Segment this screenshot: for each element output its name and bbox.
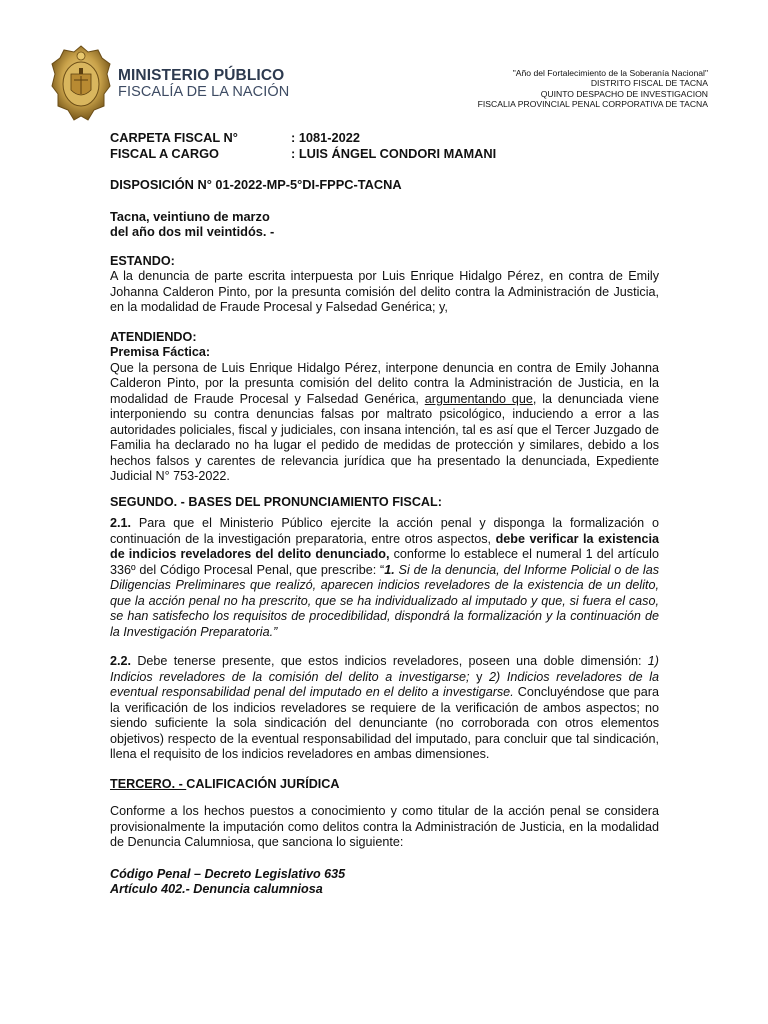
estando-text: A la denuncia de parte escrita interpuesta por Luis Enrique Hidalgo Pérez, en contra de Emily Johanna Calderon Pinto, por la presunta comisión del delito contra la Administración de Justicia, en la modalidad de Fraude Procesal y Falsedad Genérica; y, [110,269,659,314]
date-line-2: del año dos mil veintidós. - [110,224,275,239]
case-file-value: : 1081-2022 [291,130,361,145]
tercero-heading-rest: CALIFICACIÓN JURÍDICA [186,776,340,791]
premisa-underlined: argumentando que [424,391,533,406]
code-line-2 [110,882,659,898]
paragraph-2-2 [110,654,659,763]
segundo-heading: SEGUNDO. - BASES DEL PRONUNCIAMIENTO FISCAL: [110,494,442,509]
org-name-line-1: MINISTERIO PÚBLICO [118,67,285,84]
disposition-number: DISPOSICIÓN N° 01-2022-MP-5°DI-FPPC-TACNA [110,177,402,192]
case-file-row [110,130,659,146]
code-line-1 [110,867,659,883]
p21-bold: debe verificar la existencia de indicios reveladores del delito denunciado, [110,531,659,561]
letterhead [50,44,708,124]
org-name-line-2: FISCALÍA DE LA NACIÓN [118,84,290,100]
premisa-text-b: , la denunciada viene interponiendo su contra denuncias falsas por maltrato psicológico, induciendo a error a las autoridades policiales, fiscal y judiciales, con insana intención, tal es así que el Tercer Juzgado de Familia ha declarado no ha lugar el pedido de medidas de protección y similares, debido a los hechos falsos y carentes de relevancia jurídica que ha presentado la denunciada, Expediente Judicial N° 753-2022. [110,391,659,483]
premisa-subheading: Premisa Fáctica: [110,345,211,359]
premisa-text [110,361,659,485]
prosecutor-value: : LUIS ÁNGEL CONDORI MAMANI [291,145,497,161]
estando-heading: ESTANDO: [110,253,175,268]
tercero-text: Conforme a los hechos puestos a conocimiento y como titular de la acción penal se considera provisionalmente la imputación como delitos contra la Administración de Justicia, en la modalidad de Denuncia Calumniosa, que sanciona lo siguiente: [110,804,659,849]
header-right-block [478,68,708,109]
atendiendo-heading: ATENDIENDO: [110,329,197,344]
p21-text-b: conforme lo establece el numeral 1 del artículo 336º del Código Procesal Penal, que prescribe: “ [110,547,659,577]
prosecutor-row [110,146,659,162]
p21-number: 2.1. [110,516,132,530]
prosecutor-label: FISCAL A CARGO [110,145,220,161]
paragraph-2-1 [110,516,659,640]
premisa-text-a: Que la persona de Luis Enrique Hidalgo Pérez, interpone denuncia en contra de Emily Johanna Calderon Pinto, por la presunta comisión del delito contra la Administración de Justicia, en la modalidad de Fraude Procesal y Falsedad Genérica, [110,360,659,406]
coat-of-arms-seal-icon [50,44,112,124]
p22-item-1: 1) Indicios reveladores de la comisión del delito a investigarse; [110,654,659,684]
document-body [110,130,659,898]
p22-item-2: 2) Indicios reveladores de la eventual responsabilidad penal del imputado en el delito a investigarse. [110,669,660,699]
p21-quote-number: 1. [384,562,395,577]
p22-number: 2.2. [110,654,132,668]
tercero-heading-underlined: TERCERO. - [110,776,187,791]
p22-text-a: Debe tenerse presente, que estos indicios reveladores, poseen una doble dimensión: [131,654,648,668]
p21-quote: Si de la denuncia, del Informe Policial o de las Diligencias Preliminares que realizó, aparecen indicios reveladores de la existencia de un delito, que la acción penal no ha prescrito, que se ha individualizado al imputado y que, si fuera el caso, se han satisfecho los requisitos de procedibilidad, dispondrá la formalización y la continuación de la Investigación Preparatoria.” [110,562,660,639]
district-name: DISTRITO FISCAL DE TACNA [590,78,708,89]
date-line-1: Tacna, veintiuno de marzo [110,208,270,224]
year-motto: "Año del Fortalecimiento de la Soberanía Nacional" [512,68,708,78]
p21-text-a: Para que el Ministerio Público ejercite la acción penal y disponga la formalización o continuación de la investigación preparatoria, entre otros aspectos, [110,516,659,546]
code-line-1-text: Código Penal – Decreto Legislativo 635 [110,866,346,881]
institution-logo [50,44,290,124]
office-name: QUINTO DESPACHO DE INVESTIGACION [540,88,708,99]
tercero-heading [110,777,659,793]
prosecutor-office-name: FISCALIA PROVINCIAL PENAL CORPORATIVA DE TACNA [477,98,708,109]
case-file-label: CARPETA FISCAL N° [110,130,238,145]
p22-text-b: Concluyéndose que para la verificación de los indicios reveladores se requiere de la verificación de ambos aspectos; no siendo suficiente la sola sindicación del denunciante (no corroborada con otros elementos objetivos) respecto de la eventual responsabilidad del imputado, para concluir que tal sindicación, llena el requisito de los indicios reveladores en ambas dimensiones. [110,685,660,761]
code-line-2-text: Artículo 402.- Denuncia calumniosa [110,882,323,896]
p22-y: y [469,669,490,684]
